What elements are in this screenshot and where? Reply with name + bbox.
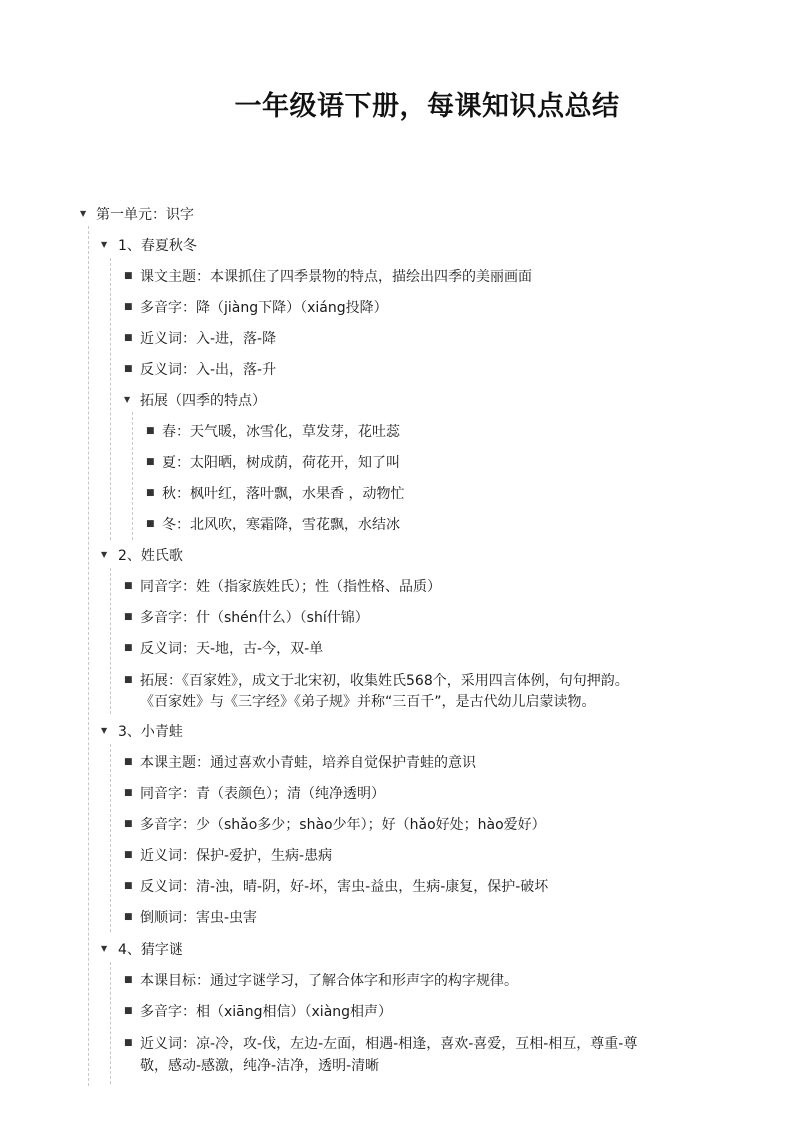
list-item: 春：天气暖，冰雪化，草发芽，花吐蕊 (162, 424, 400, 440)
guide-line-lesson4 (110, 962, 111, 1084)
list-item: 冬：北风吹，寒霜降，雪花飘，水结冰 (162, 517, 400, 533)
list-item: 倒顺词：害虫-虫害 (140, 910, 258, 926)
bullet-icon: ■ (124, 271, 133, 281)
list-item: 近义词：凉-冷，攻-伐，左边-左面，相遇-相逢，喜欢-喜爱，互相-相互，尊重-尊 (140, 1036, 638, 1052)
bullet-icon: ■ (124, 364, 133, 374)
list-item: 多音字：少（shǎo多少；shào少年）；好（hǎo好处；hào爱好） (140, 817, 546, 833)
bullet-icon: ■ (124, 975, 133, 985)
collapse-triangle-icon[interactable]: ▼ (124, 395, 131, 404)
list-item: 反义词：清-浊，晴-阴，好-坏，害虫-益虫，生病-康复，保护-破坏 (140, 879, 549, 895)
collapse-triangle-icon[interactable]: ▼ (101, 550, 108, 559)
list-item: 反义词：天-地，古-今，双-单 (140, 641, 324, 657)
bullet-icon: ■ (146, 426, 155, 436)
bullet-icon: ■ (124, 788, 133, 798)
list-item: 反义词：入-出，落-升 (140, 362, 277, 378)
bullet-icon: ■ (124, 1006, 133, 1016)
bullet-icon: ■ (124, 757, 133, 767)
collapse-triangle-icon[interactable]: ▼ (101, 726, 108, 735)
bullet-icon: ■ (124, 333, 133, 343)
collapse-triangle-icon[interactable]: ▼ (101, 944, 108, 953)
bullet-icon: ■ (124, 643, 133, 653)
bullet-icon: ■ (146, 488, 155, 498)
bullet-icon: ■ (146, 519, 155, 529)
list-item: 秋：枫叶红，落叶飘，水果香 ，动物忙 (162, 486, 405, 502)
list-item: 课文主题：本课抓住了四季景物的特点，描绘出四季的美丽画面 (140, 269, 532, 285)
list-item: 拓展：《百家姓》，成文于北宋初，收集姓氏568个，采用四言体例，句句押韵。 (140, 673, 629, 689)
list-item: 本课主题：通过喜欢小青蛙，培养自觉保护青蛙的意识 (140, 755, 476, 771)
list-item: 本课目标：通过字谜学习，了解合体字和形声字的构字规律。 (140, 973, 518, 989)
guide-line-lesson1 (110, 258, 111, 540)
guide-line-lesson3 (110, 744, 111, 932)
collapse-triangle-icon[interactable]: ▼ (101, 240, 108, 249)
list-item: 夏：太阳晒，树成荫，荷花开，知了叫 (162, 455, 400, 471)
page-title: 一年级语下册，每课知识点总结 (234, 91, 620, 122)
list-item: 近义词：保护-爱护，生病-患病 (140, 848, 333, 864)
list-item: 多音字：相（xiāng相信）（xiàng相声） (140, 1004, 393, 1020)
lesson-heading: 2、姓氏歌 (118, 548, 183, 564)
list-item: 拓展（四季的特点） (140, 393, 266, 409)
unit-heading: 第一单元：识字 (96, 207, 194, 223)
bullet-icon: ■ (124, 1038, 133, 1048)
lesson-heading: 1、春夏秋冬 (118, 238, 197, 254)
collapse-triangle-icon[interactable]: ▼ (80, 209, 87, 218)
bullet-icon: ■ (124, 912, 133, 922)
bullet-icon: ■ (146, 457, 155, 467)
list-item-continuation: 《百家姓》与《三字经》《弟子规》并称“三百千”，是古代幼儿启蒙读物。 (140, 694, 596, 710)
list-item: 同音字：青（表颜色）；清（纯净透明） (140, 786, 385, 802)
list-item: 多音字：降（jiàng下降）（xiáng投降） (140, 300, 388, 316)
bullet-icon: ■ (124, 581, 133, 591)
guide-line-lesson2 (110, 568, 111, 714)
bullet-icon: ■ (124, 675, 133, 685)
bullet-icon: ■ (124, 850, 133, 860)
bullet-icon: ■ (124, 881, 133, 891)
list-item: 同音字：姓（指家族姓氏）；性（指性格、品质） (140, 579, 441, 595)
bullet-icon: ■ (124, 302, 133, 312)
bullet-icon: ■ (124, 819, 133, 829)
list-item-continuation: 敬，感动-感激，纯净-洁净，透明-清晰 (140, 1058, 380, 1074)
lesson-heading: 3、小青蛙 (118, 724, 183, 740)
bullet-icon: ■ (124, 612, 133, 622)
lesson-heading: 4、猜字谜 (118, 942, 183, 958)
guide-line-extension (132, 412, 133, 540)
list-item: 多音字：什（shén什么）（shí什锦） (140, 610, 369, 626)
guide-line-unit (88, 226, 89, 1086)
list-item: 近义词：入-进，落-降 (140, 331, 277, 347)
